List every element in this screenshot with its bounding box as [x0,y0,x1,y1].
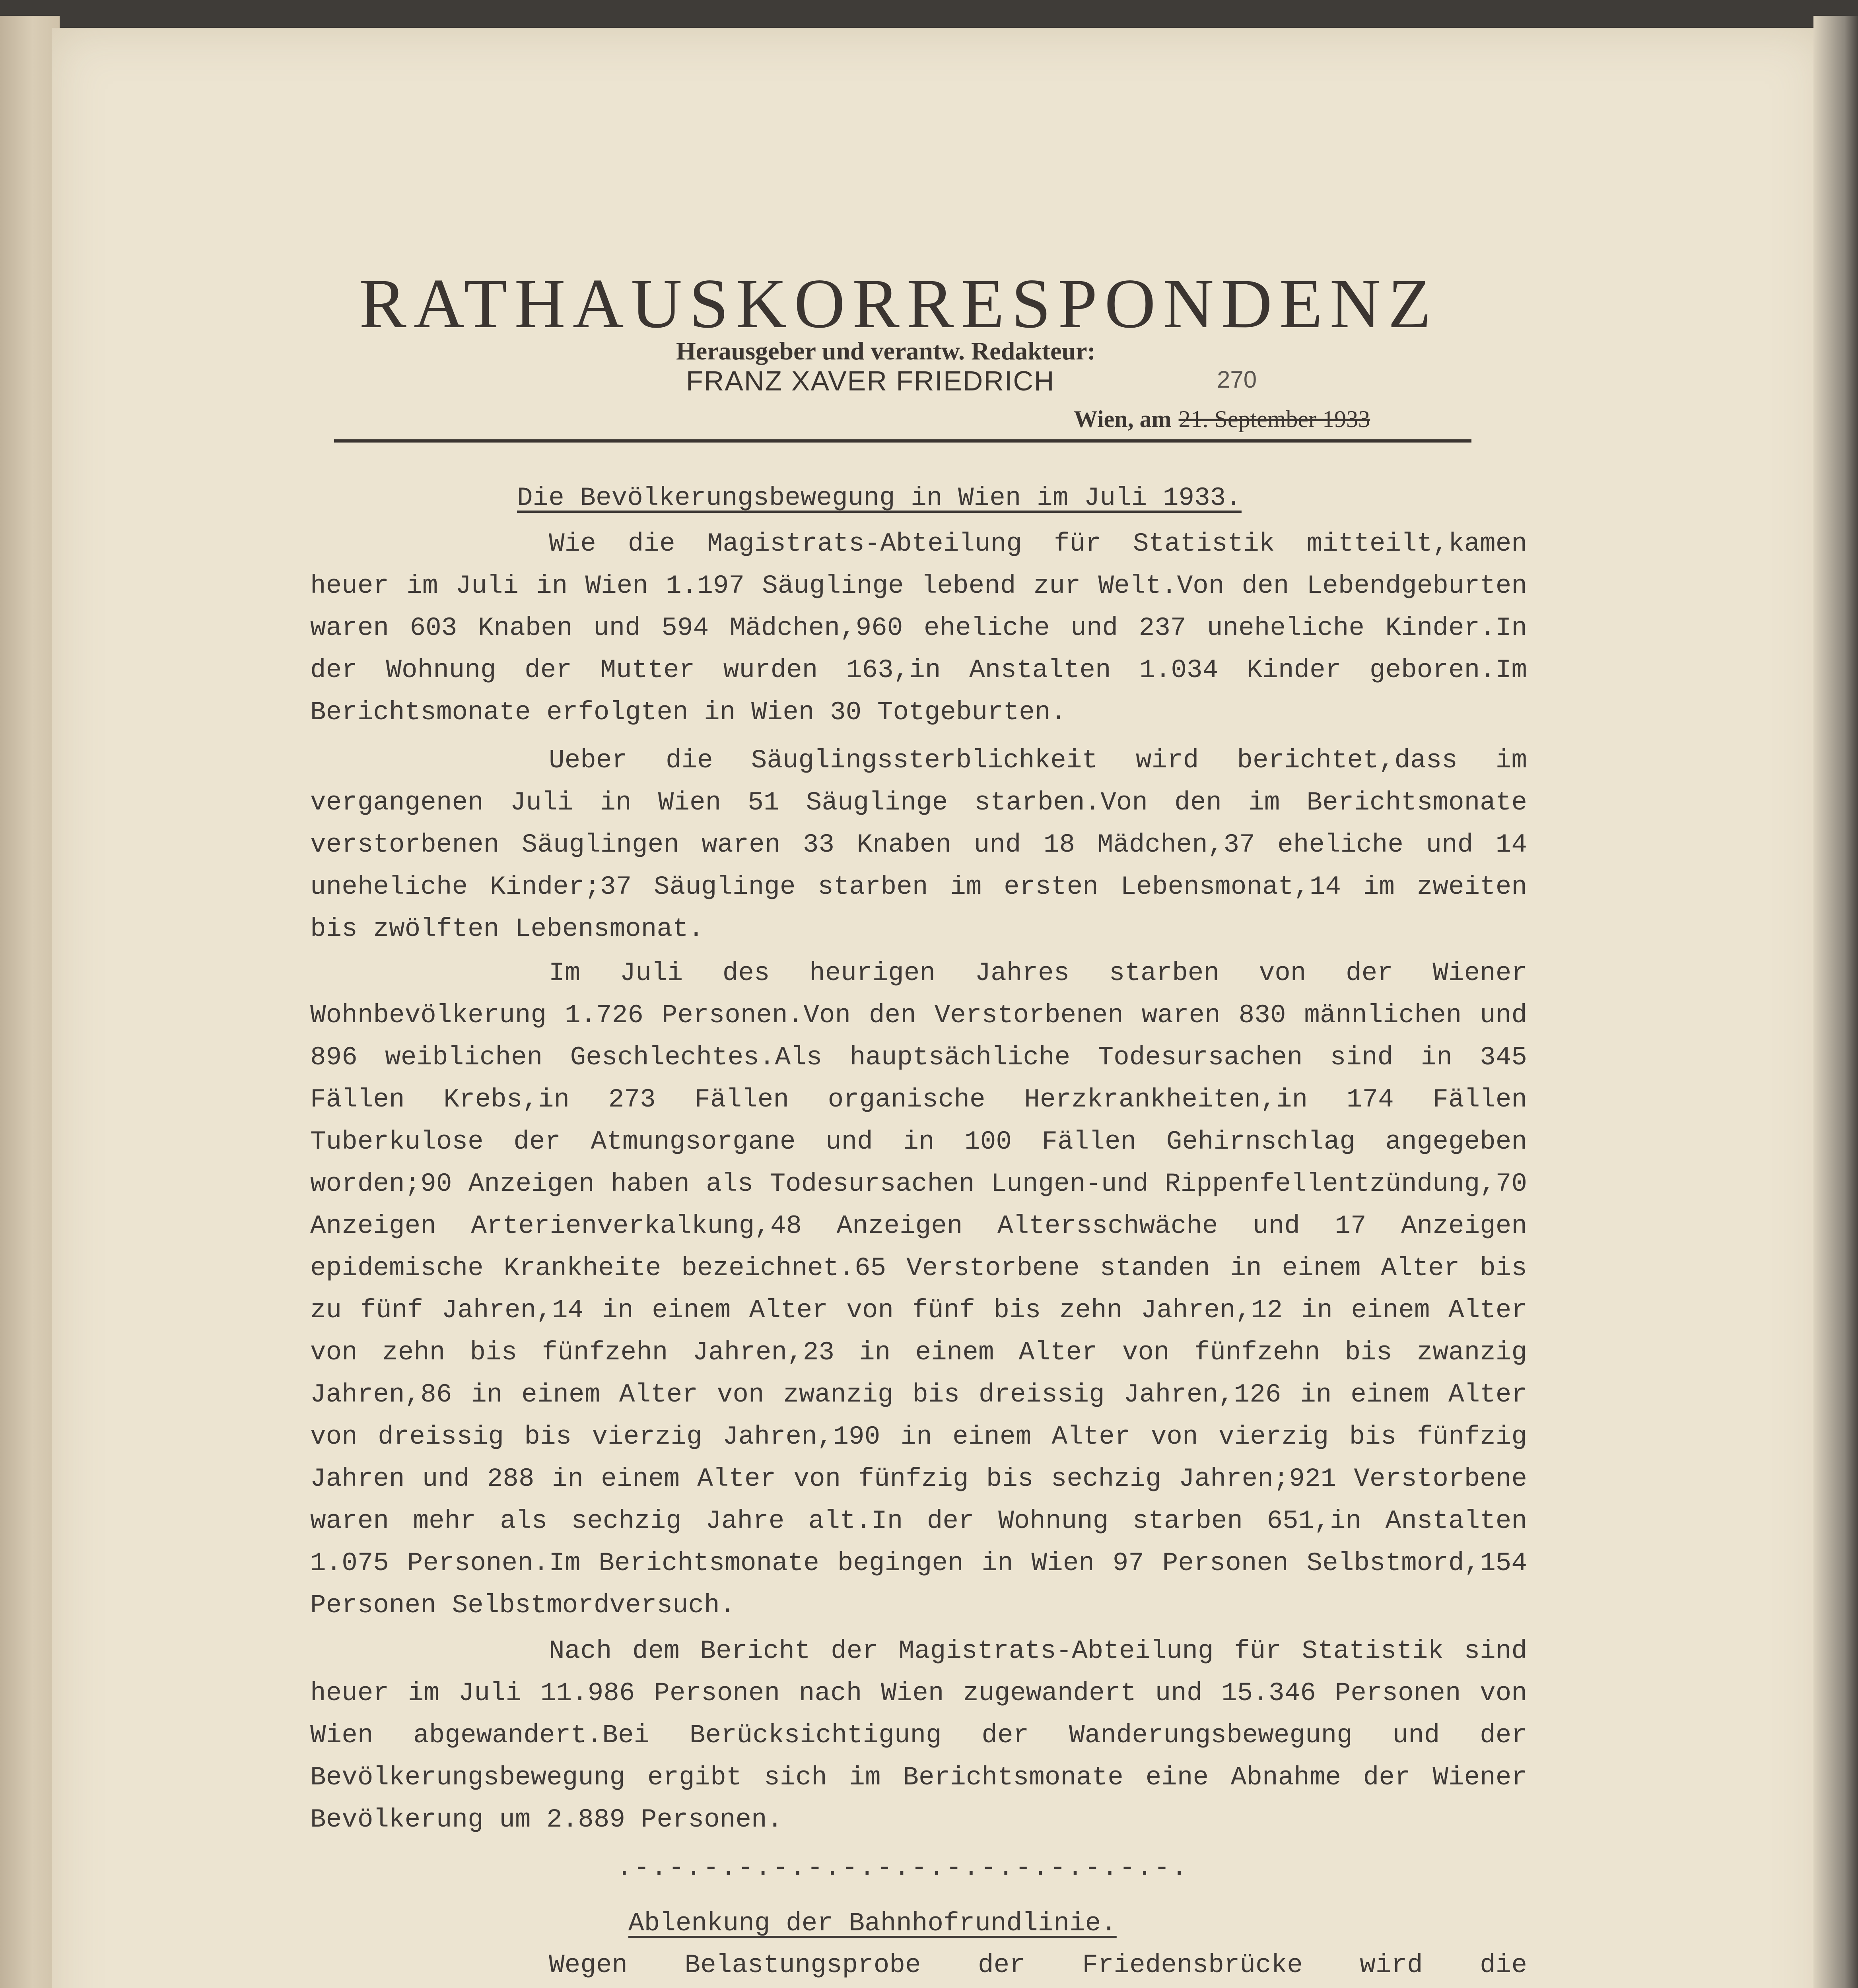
separator: .-.-.-.-.-.-.-.-.-.-.-.-.-.-.-.-. [616,1853,1189,1883]
masthead-title: RATHAUSKORRESPONDENZ [359,264,1438,343]
date-struck: 21. September 1933 [1178,406,1370,432]
paragraph: Im Juli des heurigen Jahres starben von der Wiener Wohnbevölkerung 1.726 Personen.Von den Verstorbenen waren 830 männlichen und 896 weiblichen Geschlechtes.Als hauptsächliche Todesursachen sind in 345 Fällen Krebs,in 273 Fällen organische Herzkrankheiten,in 174 Fällen Tuberkulose der Atmungsorgane und in 100 Fällen Gehirnschlag angegeben worden;90 Anzeigen haben als Todesursachen Lungen-und Rippenfellentzündung,70 Anzeigen Arterienverkalkung,48 Anzeigen Altersschwäche und 17 Anzeigen epidemische Krankheite bezeichnet.65 Verstorbene standen in einem Alter bis zu fünf Jahren,14 in einem Alter von fünf bis zehn Jahren,12 in einem Alter von zehn bis fünfzehn Jahren,23 in einem Alter von fünfzehn bis zwanzig Jahren,86 in einem Alter von zwanzig bis dreissig Jahren,126 in einem Alter von dreissig bis vierzig Jahren,190 in einem Alter von vierzig bis fünfzig Jahren und 288 in einem Alter von fünfzig bis sechzig Jahren;921 Verstorbene waren mehr als sechzig Jahre alt.In der Wohnung starben 651,in Anstalten 1.075 Personen.Im Berichtsmonate begingen in Wien 97 Personen Selbstmord,154 Personen Selbstmordversuch. [310,958,1527,1620]
header-rule [334,439,1471,443]
page-number: 270 [1217,366,1257,393]
page-gutter [0,16,60,1988]
paragraph: Ueber die Säuglingssterblichkeit wird berichtet,dass im vergangenen Juli in Wien 51 Säuglinge starben.Von den im Berichtsmonate verstorbenen Säuglingen waren 33 Knaben und 18 Mädchen,37 eheliche und 14 uneheliche Kinder;37 Säuglinge starben im ersten Lebensmonat,14 im zweiten bis zwölften Lebensmonat. [310,746,1527,944]
page-edge-shadow [1813,16,1858,1988]
paragraph: Wie die Magistrats-Abteilung für Statistik mitteilt,kamen heuer im Juli in Wien 1.197 Säuglinge lebend zur Welt.Von den Lebendgeburten waren 603 Knaben und 594 Mädchen,960 eheliche und 237 uneheliche Kinder.In der Wohnung der Mutter wurden 163,in Anstalten 1.034 Kinder geboren.Im Berichtsmonate erfolgten in Wien 30 Totgeburten. [310,529,1527,727]
date-line [1074,406,1370,433]
publisher-label: Herausgeber und verantw. Redakteur: [676,337,1096,365]
article-title-tram: Ablenkung der Bahnhofrundlinie. [628,1908,1117,1938]
editor-name: FRANZ XAVER FRIEDRICH [686,365,1055,396]
date-label: Wien, am [1074,406,1172,432]
article-title-population: Die Bevölkerungsbewegung in Wien im Juli 1933. [517,483,1242,513]
paragraph: Nach dem Bericht der Magistrats-Abteilung für Statistik sind heuer im Juli 11.986 Personen nach Wien zugewandert und 15.346 Personen von Wien abgewandert.Bei Berücksichtigung der Wanderungsbewegung und der Bevölkerungsbewegung ergibt sich im Berichtsmonate eine Abnahme der Wiener Bevölkerung um 2.889 Personen. [310,1636,1527,1835]
paragraph: Wegen Belastungsprobe der Friedensbrücke wird die [549,1950,1527,1980]
